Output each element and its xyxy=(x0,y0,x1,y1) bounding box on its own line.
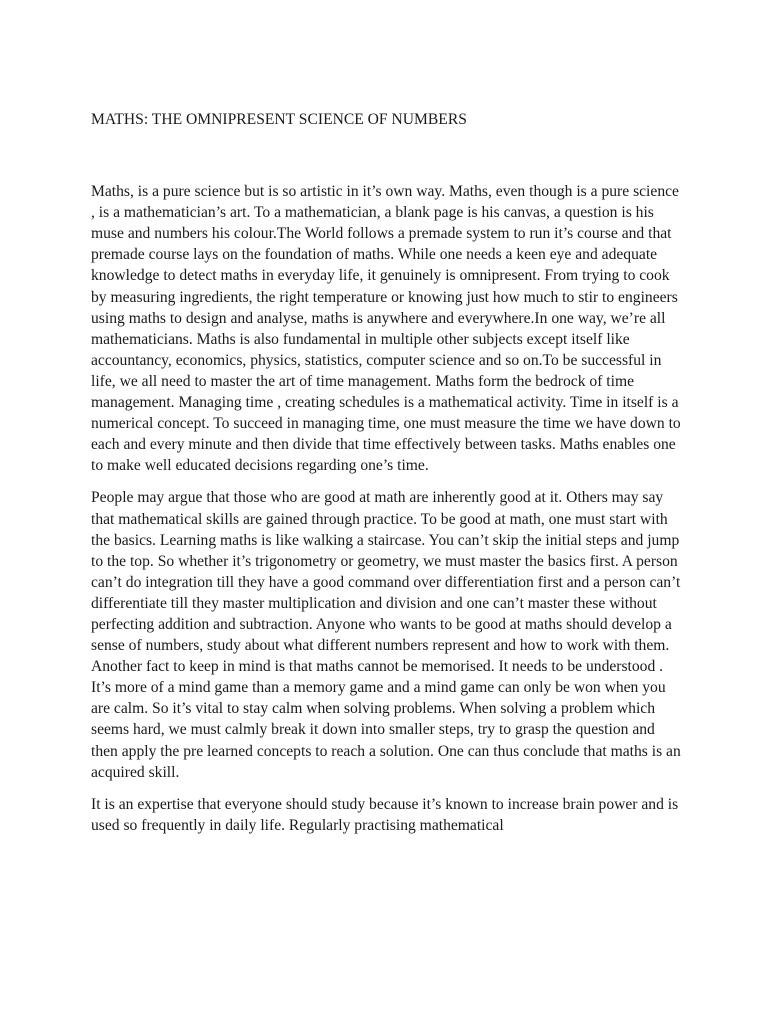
paragraph-2: People may argue that those who are good at math are inherently good at it. Others may say that mathematical skills are gained through practice. To be good at math, one must start with the basics. Learning maths is like walking a staircase. You can’t skip the initial steps and jump to the top. So whether it’s trigonometry or geometry, we must master the basics first. A person can’t do integration till they have a good command over differentiation first and a person can’t differentiate till they master multiplication and division and one can’t master these without perfecting addition and subtraction. Anyone who wants to be good at maths should develop a sense of numbers, study about what different numbers represent and how to work with them. Another fact to keep in mind is that maths cannot be memorised. It needs to be understood . It’s more of a mind game than a memory game and a mind game can only be won when you are calm. So it’s vital to stay calm when solving problems. When solving a problem which seems hard, we must calmly break it down into smaller steps, try to grasp the question and then apply the pre learned concepts to reach a solution. One can thus conclude that maths is an acquired skill. xyxy=(91,489,681,781)
document-body xyxy=(91,109,681,847)
paragraph-1: Maths, is a pure science but is so artistic in it’s own way. Maths, even though is a pure science , is a mathematician’s art. To a mathematician, a blank page is his canvas, a question is his muse and numbers his colour.The World follows a premade system to run it’s course and that premade course lays on the foundation of maths. While one needs a keen eye and adequate knowledge to detect maths in everyday life, it genuinely is omnipresent. From trying to cook by measuring ingredients, the right temperature or knowing just how much to stir to engineers using maths to design and analyse, maths is anywhere and everywhere.In one way, we’re all mathematicians. Maths is also fundamental in multiple other subjects except itself like accountancy, economics, physics, statistics, computer science and so on.To be successful in life, we all need to master the art of time management. Maths form the bedrock of time management. Managing time , creating schedules is a mathematical activity. Time in itself is a numerical concept. To succeed in managing time, one must measure the time we have down to each and every minute and then divide that time effectively between tasks. Maths enables one to make well educated decisions regarding one’s time. xyxy=(91,183,681,475)
paragraph-3: It is an expertise that everyone should study because it’s known to increase brain power and is used so frequently in daily life. Regularly practising mathematical xyxy=(91,795,679,834)
document-title: MATHS: THE OMNIPRESENT SCIENCE OF NUMBERS xyxy=(91,111,467,128)
